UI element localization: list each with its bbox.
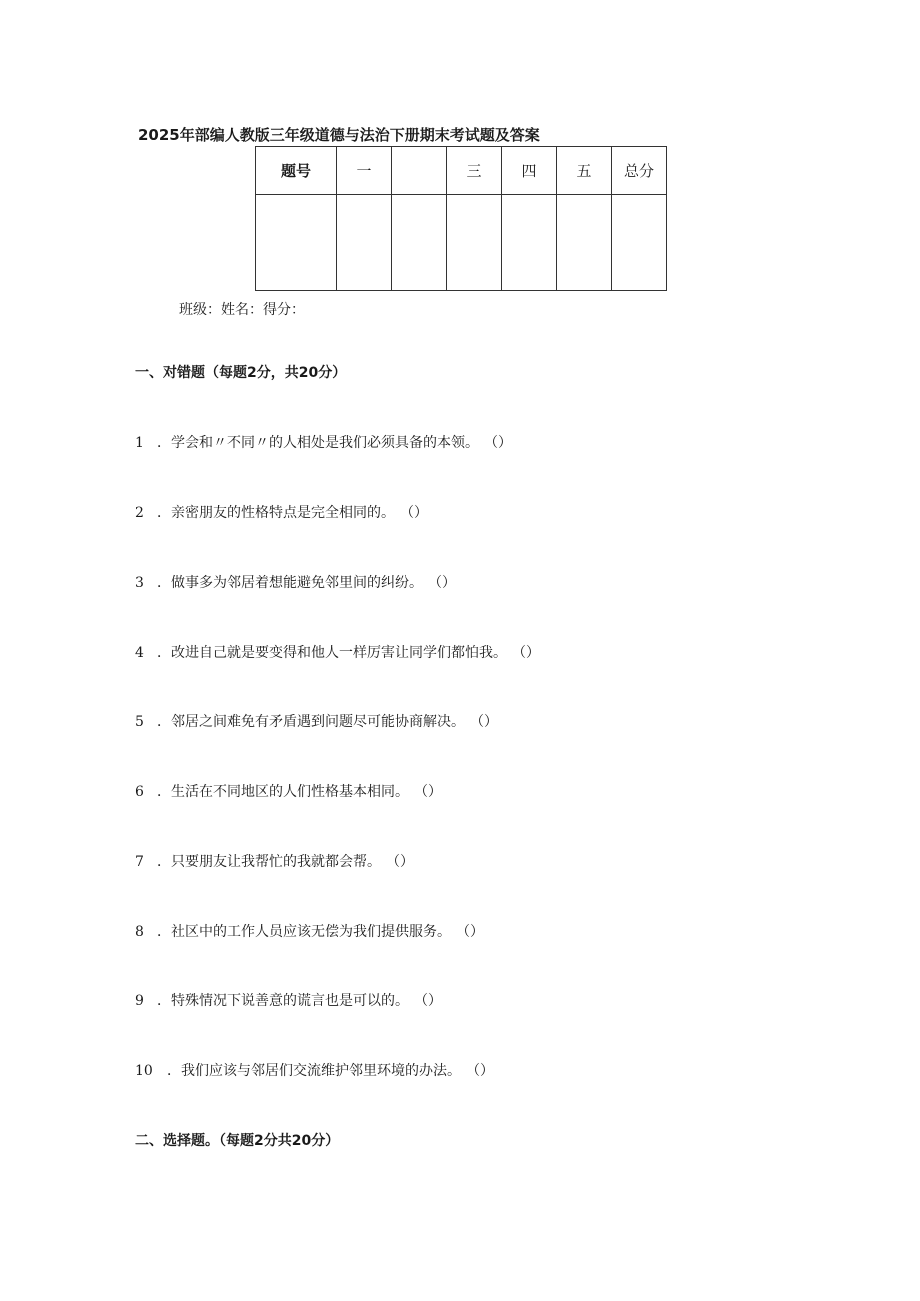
score-blank-cell[interactable] — [256, 195, 337, 291]
question-number: 1 — [135, 435, 144, 451]
score-header-cell: 总分 — [612, 147, 667, 195]
answer-paren[interactable]: （） — [435, 575, 456, 591]
question-number: 2 — [135, 505, 144, 521]
answer-paren[interactable]: （） — [407, 505, 428, 521]
question-text: ．生活在不同地区的人们性格基本相同。 — [157, 784, 409, 800]
score-table-header-row — [256, 147, 667, 195]
score-blank-cell[interactable] — [337, 195, 392, 291]
score-blank-cell[interactable] — [392, 195, 447, 291]
question-text: ．特殊情况下说善意的谎言也是可以的。 — [157, 993, 409, 1009]
answer-paren[interactable]: （） — [463, 924, 484, 940]
answer-paren[interactable]: （） — [421, 784, 442, 800]
question-text: ．亲密朋友的性格特点是完全相同的。 — [157, 505, 395, 521]
score-table — [255, 146, 667, 291]
question-item — [135, 781, 442, 801]
question-number: 4 — [135, 645, 144, 661]
answer-paren[interactable]: （） — [519, 645, 540, 661]
answer-paren[interactable]: （） — [421, 993, 442, 1009]
score-header-cell: 三 — [447, 147, 502, 195]
question-item — [135, 502, 428, 522]
question-item — [135, 642, 540, 662]
section-heading-multiple-choice: 二、选择题。（每题2分共20分） — [135, 1133, 340, 1149]
answer-paren[interactable]: （） — [491, 435, 512, 451]
question-number: 6 — [135, 784, 144, 800]
question-text: ．社区中的工作人员应该无偿为我们提供服务。 — [157, 924, 451, 940]
score-blank-cell[interactable] — [502, 195, 557, 291]
score-blank-cell[interactable] — [557, 195, 612, 291]
page-title: 2025年部编人教版三年级道德与法治下册期末考试题及答案 — [138, 126, 540, 144]
question-text: ．学会和〃不同〃的人相处是我们必须具备的本领。 — [157, 435, 479, 451]
question-text: ．邻居之间难免有矛盾遇到问题尽可能协商解决。 — [157, 714, 465, 730]
question-number: 7 — [135, 854, 144, 870]
score-blank-cell[interactable] — [447, 195, 502, 291]
question-item — [135, 432, 512, 452]
question-item — [135, 851, 414, 871]
question-item — [135, 990, 442, 1010]
score-header-cell — [392, 147, 447, 195]
answer-paren[interactable]: （） — [393, 854, 414, 870]
score-header-cell: 一 — [337, 147, 392, 195]
question-number: 10 — [135, 1063, 153, 1079]
score-table-blank-row — [256, 195, 667, 291]
question-item — [135, 921, 484, 941]
question-item — [135, 1060, 494, 1080]
answer-paren[interactable]: （） — [477, 714, 498, 730]
score-header-cell: 五 — [557, 147, 612, 195]
section-heading-true-false: 一、对错题（每题2分，共20分） — [135, 365, 347, 381]
score-header-cell: 四 — [502, 147, 557, 195]
score-blank-cell[interactable] — [612, 195, 667, 291]
question-text: ．做事多为邻居着想能避免邻里间的纠纷。 — [157, 575, 423, 591]
question-item — [135, 711, 498, 731]
question-number: 3 — [135, 575, 144, 591]
question-text: ．改进自己就是要变得和他人一样厉害让同学们都怕我。 — [157, 645, 507, 661]
question-item — [135, 572, 456, 592]
answer-paren[interactable]: （） — [473, 1063, 494, 1079]
question-number: 5 — [135, 714, 144, 730]
question-text: ．我们应该与邻居们交流维护邻里环境的办法。 — [167, 1063, 461, 1079]
question-number: 8 — [135, 924, 144, 940]
student-info-line: 班级：姓名：得分： — [179, 302, 305, 318]
score-header-cell: 题号 — [256, 147, 337, 195]
question-text: ．只要朋友让我帮忙的我就都会帮。 — [157, 854, 381, 870]
question-number: 9 — [135, 993, 144, 1009]
